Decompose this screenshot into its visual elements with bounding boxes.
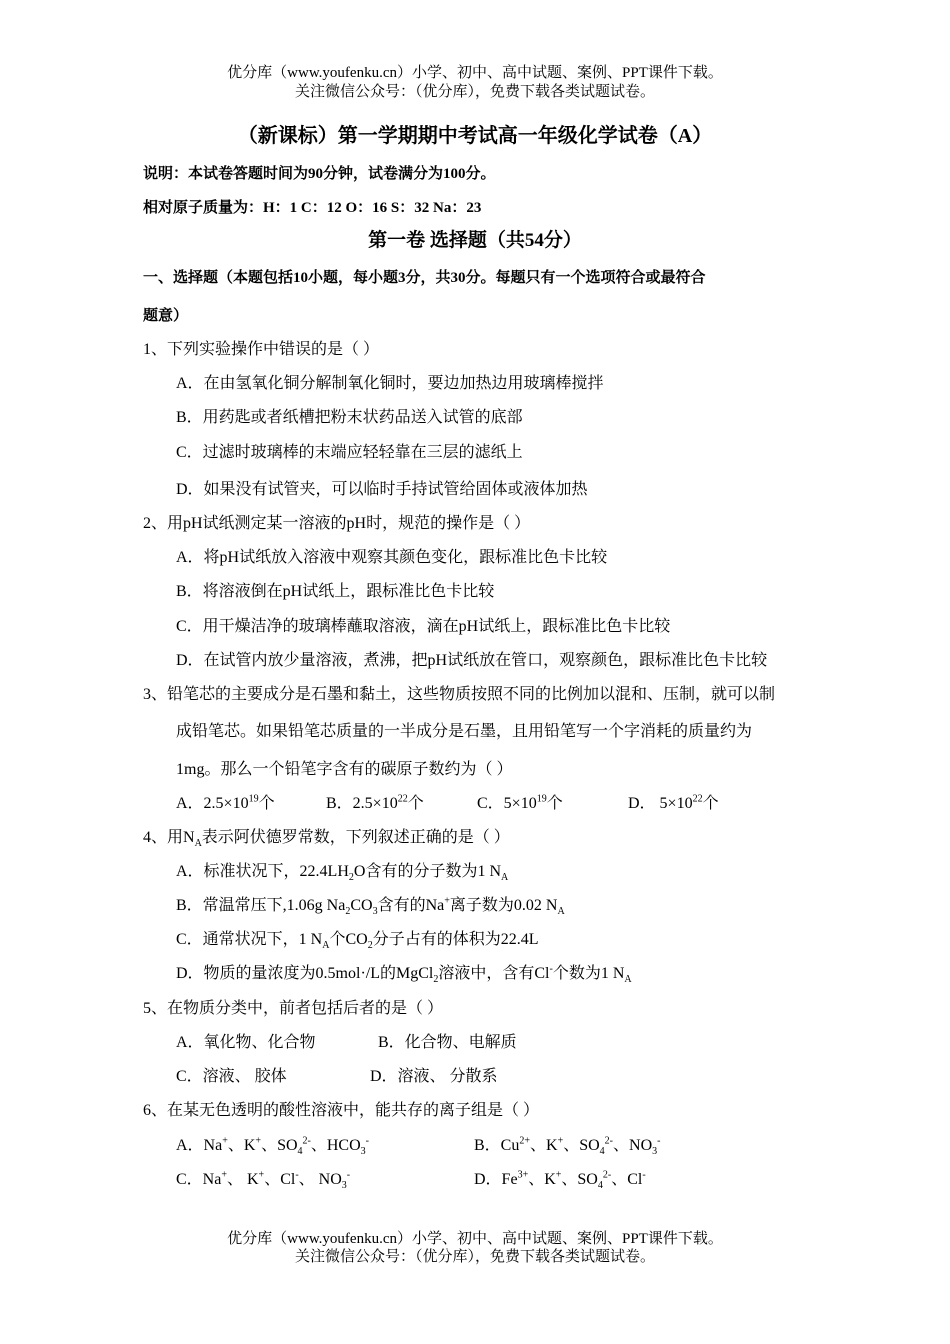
footer-line-2: 关注微信公众号：（优分库），免费下载各类试题试卷。 (294, 1249, 655, 1265)
q6a-part-2: 、K (227, 1137, 256, 1154)
q4-stem-part-2: 表示阿伏德罗常数，下列叙述正确的是（ ） (201, 829, 510, 846)
q6c-sup-3: - (295, 1169, 299, 1181)
q6a-sub-1: 4 (297, 1146, 303, 1158)
question-1-stem: 1、下列实验操作中错误的是（ ） (143, 341, 380, 358)
exam-note: 说明：本试卷答题时间为90分钟，试卷满分为100分。 (143, 166, 496, 182)
question-2-option-c: C．用干燥洁净的玻璃棒蘸取溶液，滴在pH试纸上，跟标准比色卡比较 (176, 618, 671, 635)
q6b-sub-2: 3 (652, 1146, 658, 1158)
question-6-option-c (176, 1170, 350, 1190)
q6d-sup-4: - (642, 1169, 646, 1181)
question-5-option-b: B．化合物、电解质 (378, 1034, 517, 1051)
q4d-sub-1: 2 (433, 974, 439, 986)
question-3-option-d (628, 794, 719, 814)
q6d-part-1: D．Fe (474, 1171, 518, 1188)
q6a-sup-4: - (365, 1135, 370, 1147)
q4c-part-3: 分子占有的体积为22.4L (372, 931, 539, 948)
q4b-sub-2: 3 (372, 906, 378, 918)
q3d-unit: 个 (702, 795, 719, 812)
question-3-option-a (176, 794, 275, 814)
q6d-part-3: 、SO (561, 1171, 598, 1188)
q4b-part-3: 含有的Na (377, 897, 445, 914)
q6d-sup-2: + (555, 1169, 562, 1181)
q6b-part-2: 、K (530, 1137, 558, 1154)
question-5-option-c: C．溶液、 胶体 (176, 1068, 287, 1085)
q6b-sup-4: - (657, 1135, 661, 1147)
q4c-part-2: 个CO (329, 931, 368, 948)
q6d-part-4: 、Cl (611, 1171, 643, 1188)
q4b-sup: + (444, 895, 450, 907)
question-2-option-d: D．在试管内放少量溶液，煮沸，把pH试纸放在管口，观察颜色，跟标准比色卡比较 (176, 652, 768, 669)
q4-stem-sub: A (194, 838, 202, 850)
question-1-option-d: D．如果没有试管夹，可以临时手持试管给固体或液体加热 (176, 481, 588, 498)
question-4-option-b (176, 896, 565, 916)
q6b-sub-1: 4 (599, 1146, 605, 1158)
q6b-part-4: 、NO (613, 1137, 653, 1154)
q4a-sub-2: A (501, 872, 509, 884)
q6a-part-3: 、SO (261, 1137, 298, 1154)
q3a-text: A．2.5×10 (176, 795, 249, 812)
q4c-sub-1: A (322, 940, 330, 952)
part1-instructions-line-1: 一、选择题（本题包括10小题，每小题3分，共30分。每题只有一个选项符合或最符合 (143, 270, 706, 286)
page-title: （新课标）第一学期期中考试高一年级化学试卷（A） (237, 125, 713, 147)
q6b-part-1: B．Cu (474, 1137, 520, 1154)
q3c-exponent: 19 (536, 793, 547, 805)
footer-line-1: 优分库（www.youfenku.cn）小学、初中、高中试题、案例、PPT课件下载。 (227, 1231, 723, 1247)
q3a-unit: 个 (258, 795, 275, 812)
q6c-sup-1: + (221, 1169, 227, 1181)
header-line-2: 关注微信公众号：（优分库），免费下载各类试题试卷。 (294, 84, 655, 100)
q4a-part-1: A．标准状况下，22.4LH (176, 863, 349, 880)
question-5-option-d: D．溶液、 分散系 (370, 1068, 498, 1085)
question-6-option-d (474, 1170, 646, 1190)
q4b-part-4: 离子数为0.02 N (449, 897, 558, 914)
question-4-stem (143, 828, 510, 848)
q4-stem-part-1: 4、用N (143, 829, 195, 846)
q4b-part-1: B．常温常压下,1.06g Na (176, 897, 346, 914)
q6a-sup-2: + (255, 1135, 262, 1147)
question-3-stem-line-2: 成铅笔芯。如果铅笔芯质量的一半成分是石墨，且用铅笔写一个字消耗的质量约为 (176, 723, 753, 740)
q6c-sup-4: - (346, 1169, 351, 1181)
q4d-part-3: 个数为1 N (552, 965, 625, 982)
question-3-stem-line-3: 1mg。那么一个铅笔字含有的碳原子数约为（ ） (176, 761, 513, 778)
question-3-option-c (477, 794, 563, 814)
q3d-text: D． 5×10 (628, 795, 693, 812)
q6c-sup-2: + (258, 1169, 265, 1181)
question-2-stem: 2、用pH试纸测定某一溶液的pH时，规范的操作是（ ） (143, 515, 531, 532)
q4b-sub-1: 2 (345, 906, 351, 918)
q6b-sup-2: + (557, 1135, 564, 1147)
q4b-sub-3: A (557, 906, 565, 918)
q6b-sup-1: 2+ (519, 1135, 530, 1147)
q6c-part-3: 、Cl (264, 1171, 296, 1188)
section-title: 第一卷 选择题（共54分） (368, 230, 582, 251)
question-5-stem: 5、在物质分类中，前者包括后者的是（ ） (143, 1000, 444, 1017)
q3a-exponent: 19 (248, 793, 259, 805)
q4c-part-1: C．通常状况下，1 N (176, 931, 323, 948)
question-3-stem-line-1: 3、铅笔芯的主要成分是石墨和黏土，这些物质按照不同的比例加以混和、压制，就可以制 (143, 686, 776, 703)
header-line-1: 优分库（www.youfenku.cn）小学、初中、高中试题、案例、PPT课件下载。 (227, 65, 723, 81)
q3b-exponent: 22 (397, 793, 408, 805)
question-1-option-a: A．在由氢氧化铜分解制氧化铜时，要边加热边用玻璃棒搅拌 (176, 375, 604, 392)
atomic-mass-info: 相对原子质量为：H：1 C：12 O：16 S：32 Na：23 (143, 200, 482, 216)
question-1-option-c: C．过滤时玻璃棒的末端应轻轻靠在三层的滤纸上 (176, 444, 523, 461)
q6d-part-2: 、K (528, 1171, 556, 1188)
q6b-sup-3: 2- (604, 1135, 614, 1147)
q3b-unit: 个 (407, 795, 424, 812)
q6c-part-2: 、 K (226, 1171, 259, 1188)
q3b-text: B．2.5×10 (326, 795, 398, 812)
q6c-part-1: C．Na (176, 1171, 222, 1188)
question-3-option-b (326, 794, 424, 814)
question-4-option-d (176, 964, 632, 984)
question-6-option-b (474, 1136, 660, 1156)
q6a-sub-2: 3 (360, 1146, 366, 1158)
q4c-sub-2: 2 (367, 940, 373, 952)
q6d-sup-3: 2- (602, 1169, 612, 1181)
question-2-option-a: A．将pH试纸放入溶液中观察其颜色变化，跟标准比色卡比较 (176, 549, 608, 566)
q4d-part-1: D．物质的量浓度为0.5mol·/L的MgCl (176, 965, 434, 982)
question-1-option-b: B．用药匙或者纸槽把粉末状药品送入试管的底部 (176, 409, 523, 426)
q6c-part-4: 、 NO (298, 1171, 342, 1188)
q3c-unit: 个 (546, 795, 563, 812)
q4d-sup: - (549, 963, 553, 975)
q6a-sup-3: 2- (302, 1135, 311, 1147)
q4a-part-2: O含有的分子数为1 N (353, 863, 502, 880)
q6a-sup-1: + (222, 1135, 228, 1147)
question-2-option-b: B．将溶液倒在pH试纸上，跟标准比色卡比较 (176, 583, 495, 600)
q6c-sub-1: 3 (341, 1180, 347, 1192)
q4d-sub-2: A (624, 974, 632, 986)
question-5-option-a: A．氧化物、化合物 (176, 1034, 316, 1051)
q4a-sub-1: 2 (348, 872, 354, 884)
q6a-part-4: 、HCO (310, 1137, 361, 1154)
question-6-option-a (176, 1136, 369, 1156)
q6b-part-3: 、SO (563, 1137, 600, 1154)
q6d-sup-1: 3+ (517, 1169, 529, 1181)
part1-instructions-line-2: 题意） (143, 308, 189, 324)
q3d-exponent: 22 (692, 793, 703, 805)
q6a-part-1: A．Na (176, 1137, 223, 1154)
q3c-text: C．5×10 (477, 795, 537, 812)
question-4-option-c (176, 930, 538, 950)
question-4-option-a (176, 862, 508, 882)
q4d-part-2: 溶液中，含有Cl (438, 965, 550, 982)
q6d-sub-1: 4 (597, 1180, 603, 1192)
question-6-stem: 6、在某无色透明的酸性溶液中，能共存的离子组是（ ） (143, 1102, 540, 1119)
q4b-part-2: CO (350, 897, 373, 914)
